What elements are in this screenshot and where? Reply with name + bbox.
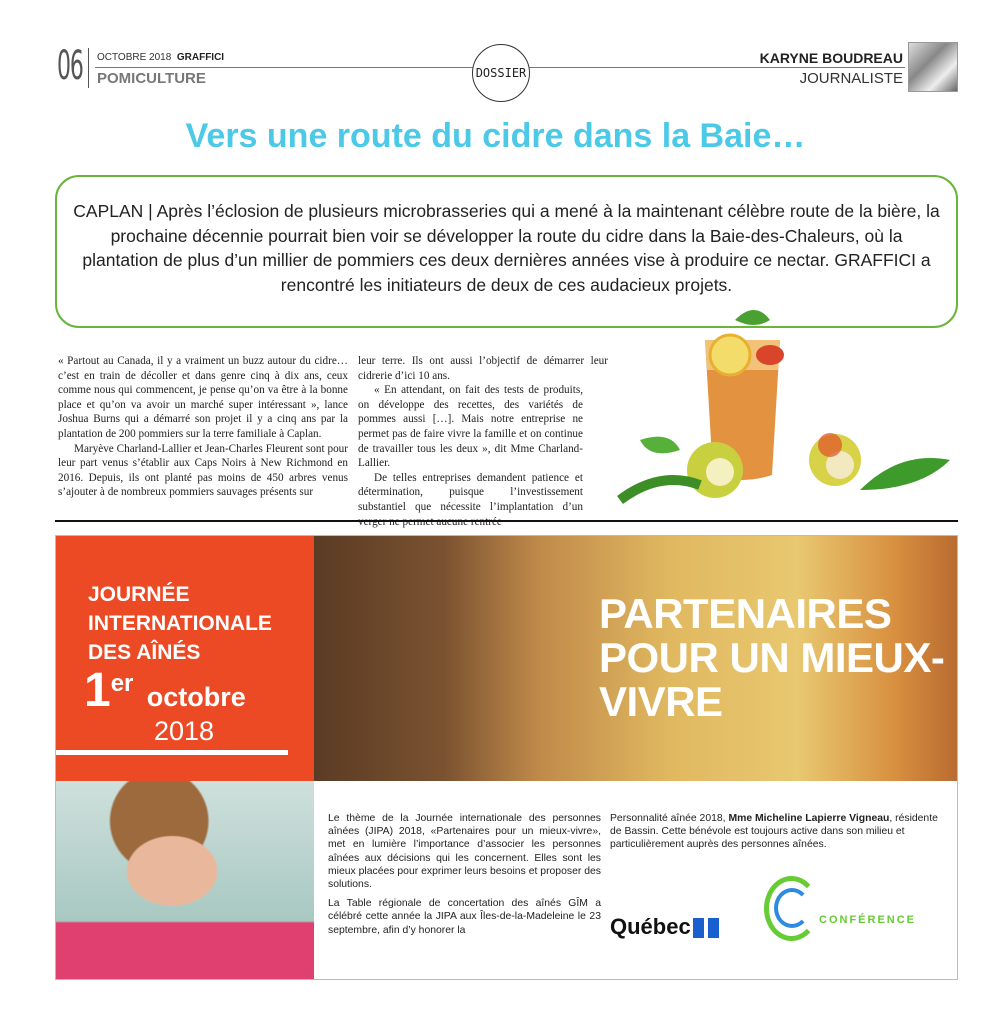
ad-text-column-2: [610, 812, 945, 852]
paragraph: « Partout au Canada, il y a vraiment un buzz autour du cidre… c’est en train de décoller et dans genre cinq à dix ans, ceux comme nous qui commencent, je pense qu’on va être à la bonne place et qu’on va avoir un marché super intéressant », lance Joshua Burns qui a démarré son projet il y a cinq ans par la plantation de 200 pommiers sur la terre familiale à Caplan.: [58, 355, 348, 440]
article-column-2: [358, 354, 608, 529]
dossier-badge: DOSSIER: [472, 44, 530, 102]
cider-drink-image: [600, 300, 960, 520]
day-suffix: er: [110, 670, 134, 697]
conference-logo: [764, 876, 944, 946]
paragraph: Le thème de la Journée internationale des personnes aînées (JIPA) 2018, «Partenaires pour un mieux-vivre», met en lumière l’importance d’associer les personnes aînées aux décisions qui les concernent. Elles sont les mieux placées pour exprimer leurs besoins et proposer des solutions.: [328, 813, 601, 891]
page-number: 06: [57, 43, 83, 89]
text: , résidente de Bassin. Cette bénévole est toujours active dans son milieu et particulièrement auprès des personnes aînées.: [610, 813, 938, 851]
author-name: KARYNE BOUDREAU: [759, 50, 903, 66]
paragraph: « En attendant, on fait des tests de produits, on développe des recettes, des variétés de pommes aussi […]. Mais notre entreprise ne permet pas de faire vivre la famille et on continue de travailler tous les deux », dit Mme Charland-Lallier.: [358, 384, 583, 470]
event-date: [84, 664, 246, 718]
conference-wordmark: CONFÉRENCE: [819, 914, 917, 926]
issue-info: [97, 52, 224, 64]
honoree-photo: [56, 781, 314, 980]
divider: [88, 48, 89, 88]
article-title: Vers une route du cidre dans la Baie…: [185, 117, 806, 155]
ad-text-column-1: [328, 812, 601, 937]
event-month: octobre: [146, 682, 246, 712]
author-role: JOURNALISTE: [799, 70, 903, 87]
section-name: POMICULTURE: [97, 70, 206, 87]
spiral-inner-icon: [774, 888, 810, 928]
section-rule: [55, 520, 958, 522]
event-year: 2018: [154, 716, 215, 746]
quebec-logo: [610, 914, 719, 940]
author-photo: [908, 42, 958, 92]
paragraph: Maryève Charland-Lallier et Jean-Charles Fleurent sont pour leur part venus s’établir aux Caps Noirs à New Richmond en 2016. Depuis, ils ont planté pas moins de 450 arbres venus s’ajouter à de nombreux pommiers sauvages présents sur: [58, 442, 348, 499]
honoree-name: Mme Micheline Lapierre Vigneau: [728, 813, 890, 824]
paragraph: De telles entreprises demandent patience et détermination, puisque l’investissement substantiel que nécessite l’implantation d’un: [358, 471, 583, 513]
advertisement: [55, 535, 958, 980]
quebec-wordmark: Québec: [610, 914, 691, 939]
underline: [56, 750, 288, 755]
fleur-de-lis-flag-icon: [693, 918, 719, 938]
event-day: 1: [84, 664, 111, 717]
ad-headline: PARTENAIRES POUR UN MIEUX-VIVRE: [599, 590, 945, 725]
grandfather-child-photo: [314, 536, 958, 781]
issue-date: OCTOBRE 2018: [97, 52, 172, 63]
publication-name: GRAFFICI: [176, 52, 225, 63]
paragraph: leur terre. Ils ont aussi l’objectif de démarrer leur cidrerie d’ici 10 ans.: [358, 355, 608, 382]
event-name: JOURNÉE INTERNATIONALE DES AÎNÉS: [88, 583, 272, 664]
event-panel: [56, 536, 314, 781]
ad-text-area: [314, 781, 958, 980]
article-column-1: [58, 354, 348, 500]
text: Personnalité aînée 2018,: [610, 813, 729, 824]
paragraph: La Table régionale de concertation des aînés GÎM a célébré cette année la JIPA aux Îles-de-la-Madeleine le 23 septembre, afin d’y honorer la: [328, 898, 601, 936]
article-lead: CAPLAN | Après l’éclosion de plusieurs microbrasseries qui a mené à la maintenant célèbre route de la bière, la prochaine décennie pourrait bien voir se développer la route du cidre dans la Baie-des-Chaleurs, où la plantation de plus d’un millier de pommiers ces deux dernières années vise à produire ce nectar. GRAFFICI a rencontré les initiateurs de deux de ces audacieux projets.: [55, 175, 958, 328]
